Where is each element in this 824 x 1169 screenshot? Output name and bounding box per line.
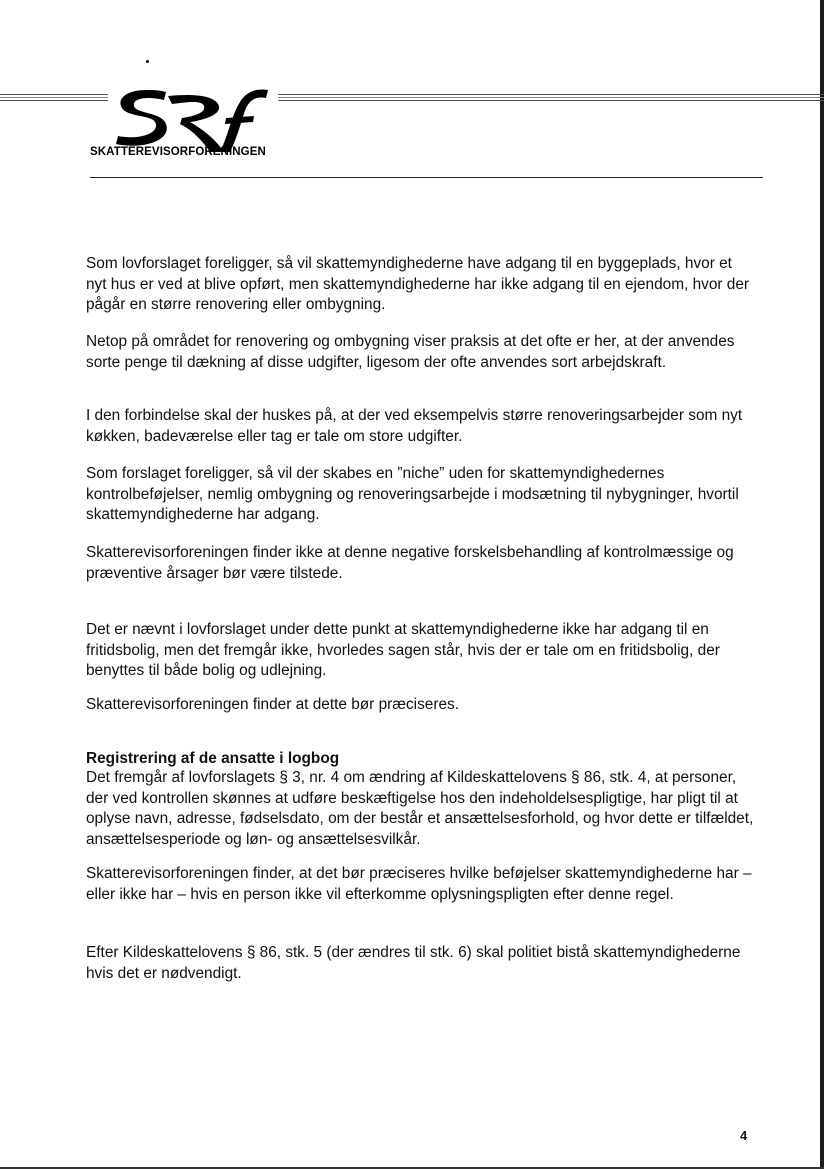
paragraph-1: Som lovforslaget foreligger, så vil skattemyndighederne have adgang til en byggeplads, hvor et nyt hus er ved at blive opført, men skattemyndighederne har ikke adgang til en ejendom, hvor der pågår en større renovering eller ombygning. xyxy=(86,255,750,313)
scan-edge-right xyxy=(820,0,824,1169)
paragraph-4: Som forslaget foreligger, så vil der skabes en ”niche” uden for skattemyndighedernes kontrolbeføjelser, nemlig ombygning og renoveringsarbejde i modsætning til nybygninger, hvortil skattemyndighederne har adgang. xyxy=(86,465,739,523)
paragraph-2: Netop på området for renovering og ombygning viser praksis at det ofte er her, at der anvendes sorte penge til dækning af disse udgifter, ligesom der ofte anvendes sort arbejdskraft. xyxy=(86,333,735,371)
srf-logo xyxy=(108,74,278,154)
section-heading: Registrering af de ansatte i logbog xyxy=(86,750,340,767)
organization-name: SKATTEREVISORFORENINGEN xyxy=(90,146,266,158)
scan-speck xyxy=(146,60,149,63)
paragraph-9: Skatterevisorforeningen finder, at det bør præciseres hvilke beføjelser skattemyndighederne har – eller ikke har – hvis en person ikke vil efterkomme oplysningspligten efter denne regel. xyxy=(86,865,752,903)
paragraph-8: Det fremgår af lovforslagets § 3, nr. 4 om ændring af Kildeskattelovens § 86, stk. 4, at personer, der ved kontrollen skønnes at udføre beskæftigelse hos den indeholdelsespligtige, har pligt til at oplyse navn, adresse, fødselsdato, om der består et ansættelsesforhold, og hvor dette er tilfældet, ansættelsesperiode og løn- og ansættelsesvilkår. xyxy=(86,769,754,848)
paragraph-10: Efter Kildeskattelovens § 86, stk. 5 (der ændres til stk. 6) skal politiet bistå skattemyndighederne hvis det er nødvendigt. xyxy=(86,944,741,982)
paragraph-7: Skatterevisorforeningen finder at dette bør præciseres. xyxy=(86,696,459,713)
paragraph-6: Det er nævnt i lovforslaget under dette punkt at skattemyndighederne ikke har adgang til en fritidsbolig, men det fremgår ikke, hvorledes sagen står, hvis der er tale om en fritidsbolig, der benyttes til både bolig og udlejning. xyxy=(86,621,720,679)
page-number: 4 xyxy=(740,1128,748,1143)
header-rule xyxy=(90,177,763,178)
paragraph-3: I den forbindelse skal der huskes på, at der ved eksempelvis større renoveringsarbejder som nyt køkken, badeværelse eller tag er tale om store udgifter. xyxy=(86,407,743,445)
paragraph-5: Skatterevisorforeningen finder ikke at denne negative forskelsbehandling af kontrolmæssige og præventive årsager bør være tilstede. xyxy=(86,544,734,582)
